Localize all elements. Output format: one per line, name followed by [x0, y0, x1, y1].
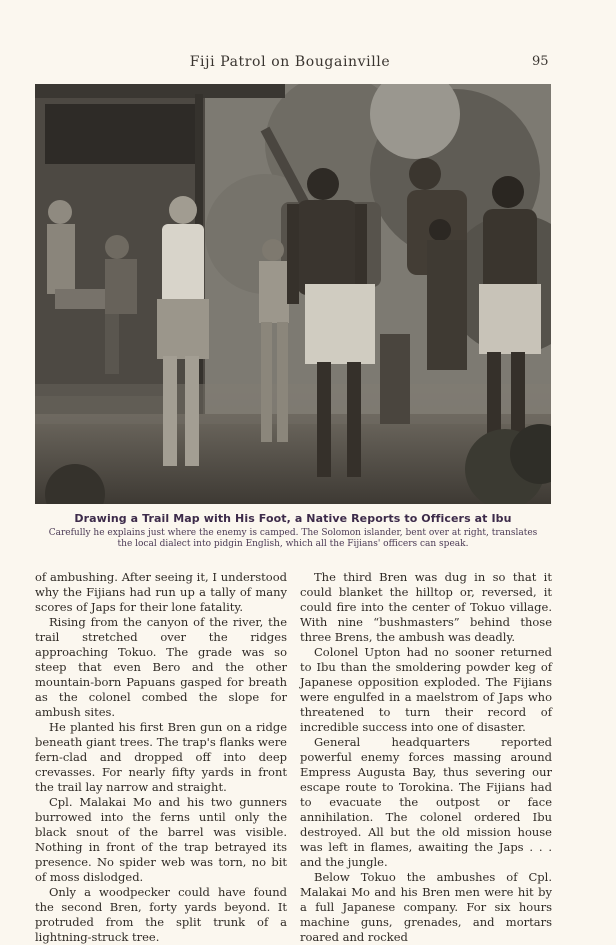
paragraph: Only a woodpecker could have found the second Bren, forty yards beyond. It protruded from the split trunk of a lightning-struck tree. [35, 885, 287, 944]
paragraph: of ambushing. After seeing it, I understood why the Fijians had run up a tally of many scores of Japs for their lone fatality. [35, 570, 287, 614]
paragraph: Colonel Upton had no sooner returned to Ibu than the smoldering powder keg of Japanese opposition exploded. The Fijians were engulfed in a maelstrom of Japs who threatened to turn their record of incredible success into one of disaster. [300, 645, 552, 734]
caption-line-2: the local dialect into pidgin English, which all the Fijians' officers can speak. [117, 539, 469, 549]
paragraph: He planted his first Bren gun on a ridge beneath giant trees. The trap's flanks were fern-clad and dropped off into deep crevasses. For nearly fifty yards in front the trail lay narrow and straight. [35, 720, 287, 794]
caption-line-1: Carefully he explains just where the enemy is camped. The Solomon islander, bent over at right, translates [48, 528, 538, 538]
running-title: Fiji Patrol on Bougainville [189, 54, 391, 70]
running-head [0, 54, 616, 72]
paragraph: Below Tokuo the ambushes of Cpl. Malakai Mo and his Bren men were hit by a full Japanese company. For six hours machine guns, grenades, and mortars roared and rocked [300, 870, 552, 944]
photograph [35, 84, 551, 504]
caption-text [35, 528, 551, 550]
paragraph: The third Bren was dug in so that it could blanket the hilltop or, reversed, it could fire into the center of Tokuo village. With nine “bushmasters” behind those three Brens, the ambush was deadly. [300, 570, 552, 644]
right-column [300, 570, 552, 945]
photograph-icon [35, 84, 551, 504]
paragraph: General headquarters reported powerful enemy forces massing around Empress Augusta Bay, thus severing our escape route to Torokina. The Fijians had to evacuate the outpost or face annihilation. The colonel ordered Ibu destroyed. All but the old mission house was left in flames, awaiting the Japs . . . and the jungle. [300, 735, 552, 869]
paragraph: Rising from the canyon of the river, the trail stretched over the ridges approaching Tokuo. The grade was so steep that even Bero and the other mountain-born Papuans gasped for breath as the colonel combed the slope for ambush sites. [35, 615, 287, 719]
caption-title: Drawing a Trail Map with His Foot, a Native Reports to Officers at Ibu [74, 512, 512, 525]
left-column [35, 570, 287, 945]
photo-caption [35, 512, 551, 550]
paragraph: Cpl. Malakai Mo and his two gunners burrowed into the ferns until only the black snout of the barrel was visible. Nothing in front of the trap betrayed its presence. No spider web was torn, no bit of moss dislodged. [35, 795, 287, 884]
page-number: 95 [532, 54, 549, 69]
